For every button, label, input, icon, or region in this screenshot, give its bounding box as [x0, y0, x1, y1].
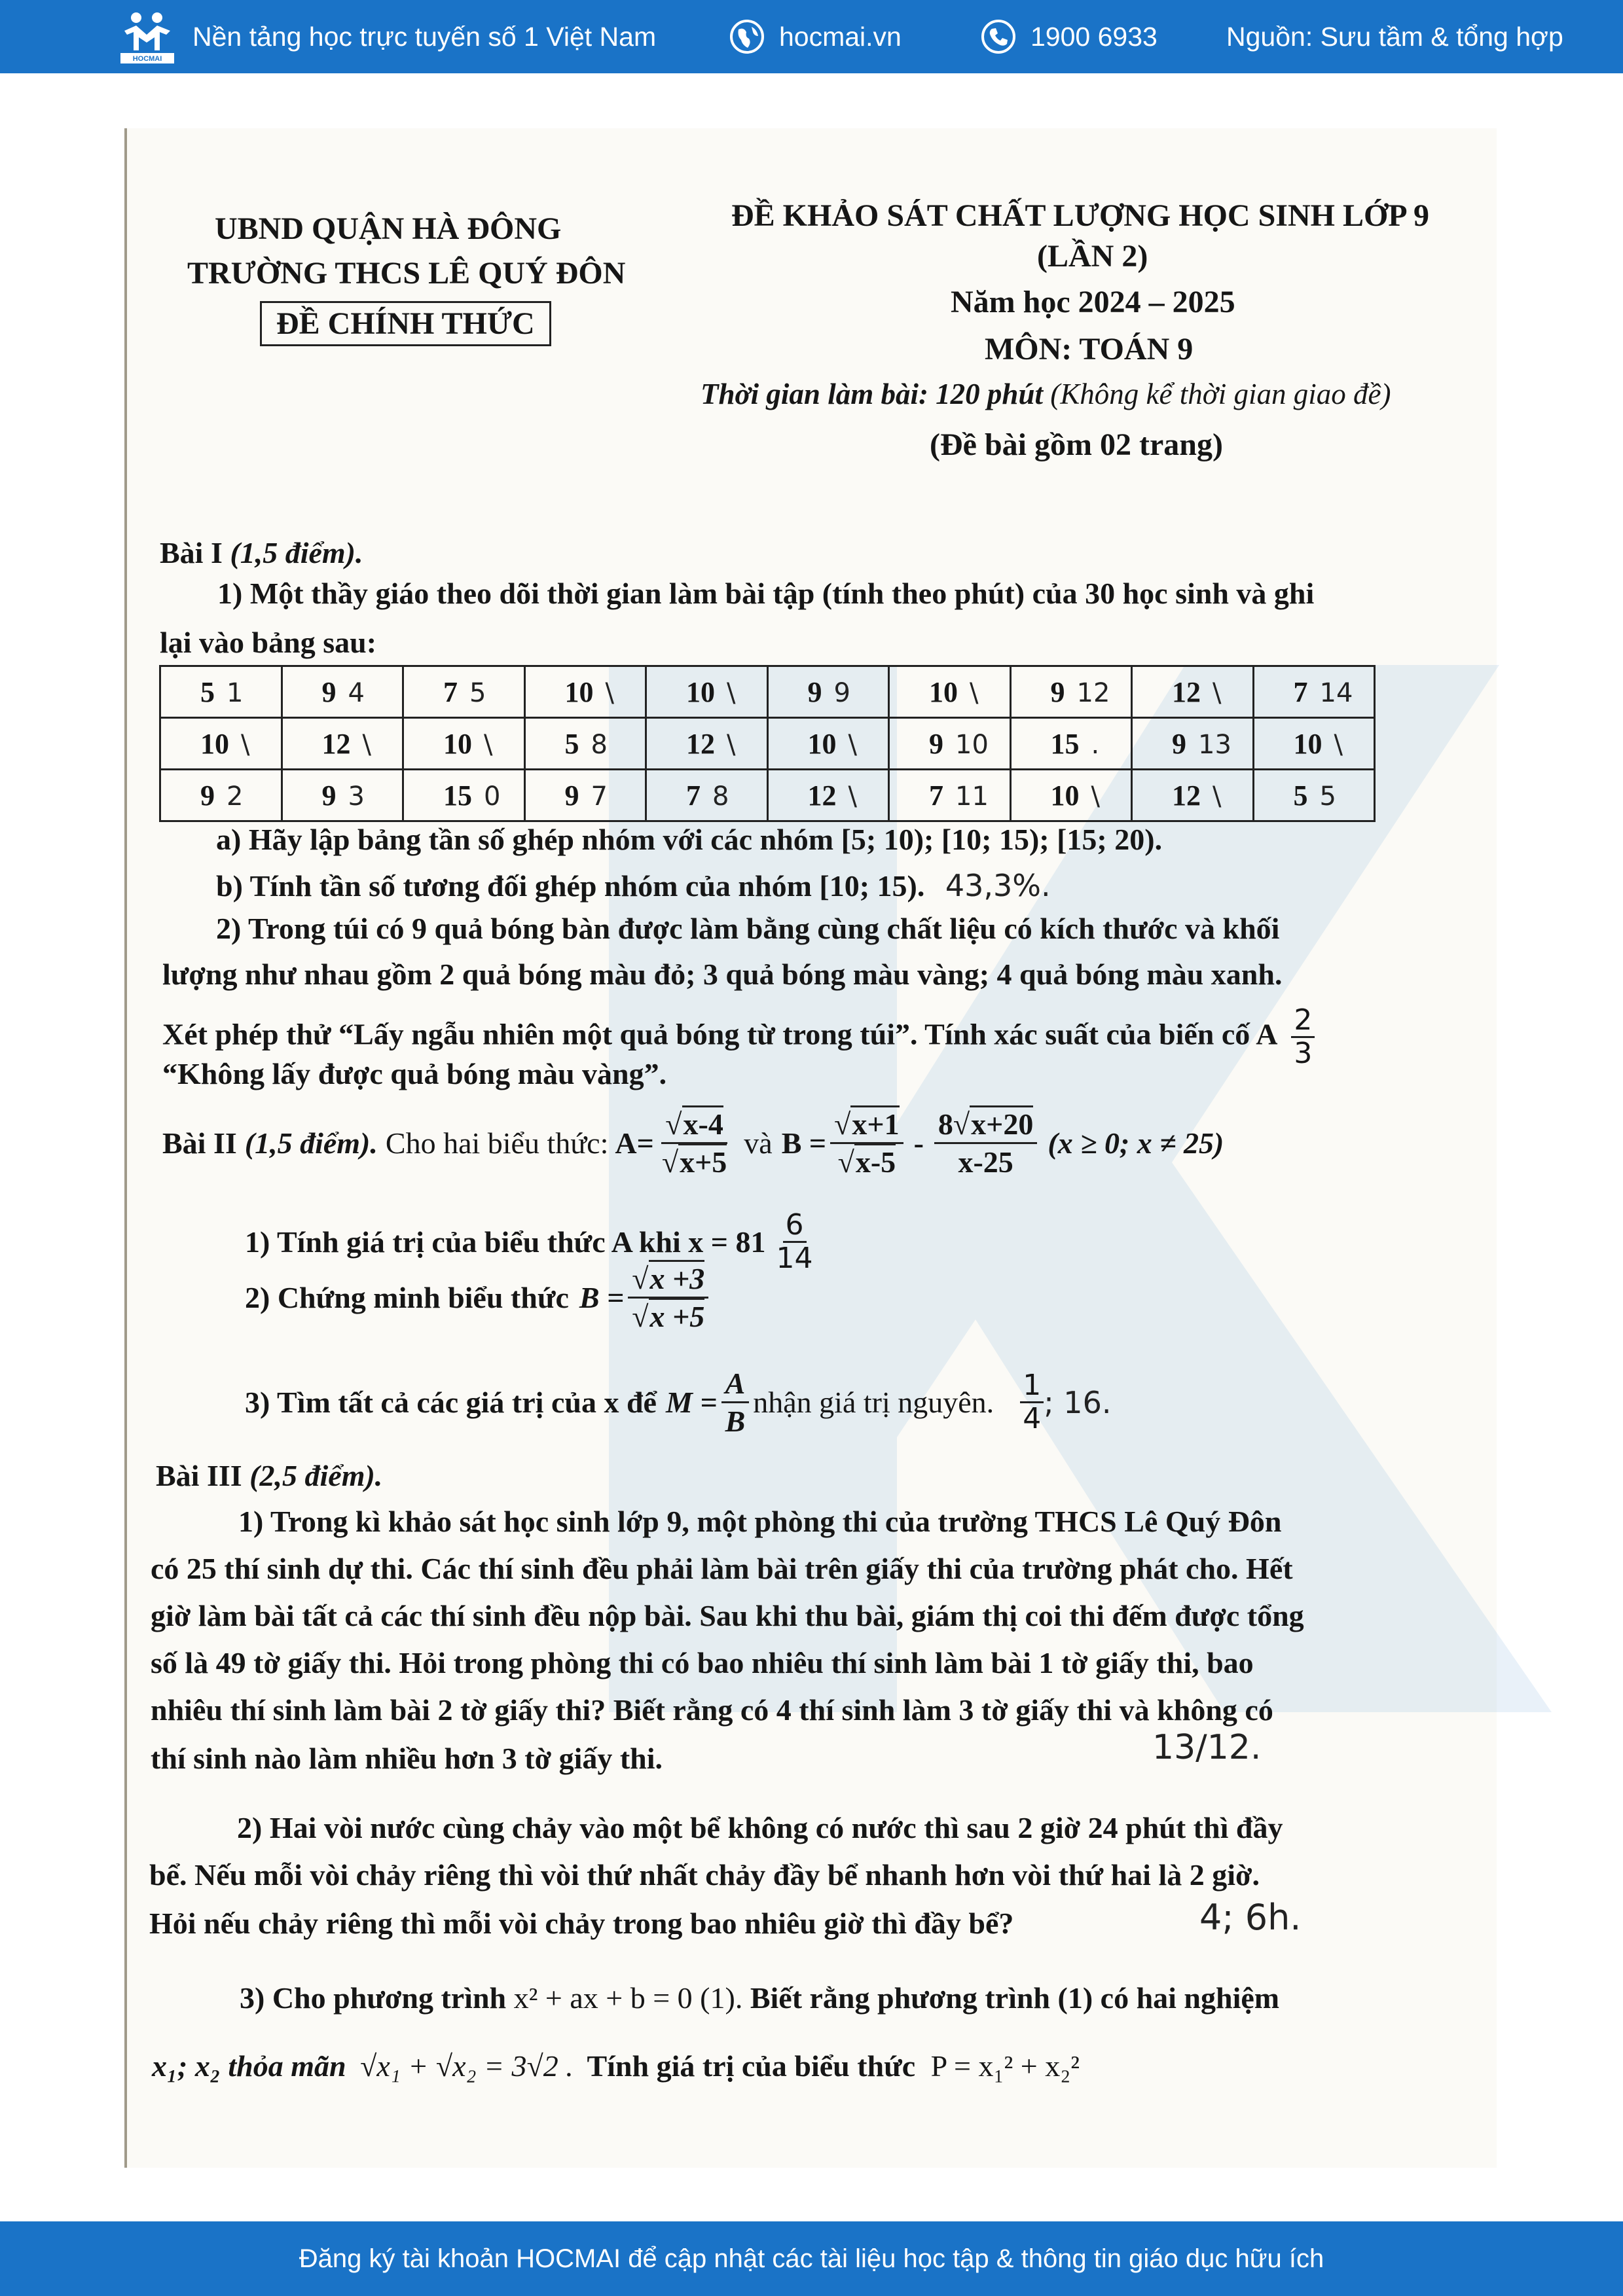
table-cell	[282, 770, 403, 821]
cell-value: 12	[321, 727, 351, 760]
cell-value: 10	[1050, 779, 1080, 812]
cell-value: 10	[807, 727, 837, 760]
time-limit: Thời gian làm bài: 120 phút (Không kể thời gian giao đề)	[701, 378, 1391, 410]
tally-mark: 11	[955, 781, 989, 812]
bai1-q2-line1: 2) Trong túi có 9 quả bóng bàn được làm bằng cùng chất liệu có kích thước và khối	[216, 912, 1280, 945]
cell-value: 10	[564, 675, 594, 708]
tally-mark: 13	[1198, 729, 1231, 760]
website-link[interactable]	[729, 0, 902, 73]
answer-note: 43,3%.	[945, 868, 1051, 903]
tally-mark: 3	[348, 781, 365, 812]
tally-mark: \	[727, 677, 736, 708]
exam-title: ĐỀ KHẢO SÁT CHẤT LƯỢNG HỌC SINH LỚP 9	[731, 198, 1429, 233]
tally-mark: \	[848, 781, 857, 812]
hotline-link[interactable]	[981, 0, 1158, 73]
table-cell	[1010, 666, 1132, 718]
cell-value: 12	[807, 779, 837, 812]
answer-note: 1 4	[1020, 1370, 1044, 1435]
tally-mark: 5	[469, 677, 486, 708]
cell-value: 7	[443, 675, 458, 708]
exam-round: (LẦN 2)	[1037, 239, 1148, 274]
source-note: Nguồn: Sưu tầm & tổng hợp	[1226, 21, 1563, 52]
answer-note: $\frac{2}{3}$	[1291, 1005, 1315, 1070]
bai2-q1: 1) Tính giá trị của biểu thức A khi x = 81 6 14	[245, 1210, 816, 1275]
bai1-qb: b) Tính tần số tương đối ghép nhóm của nhóm [10; 15). 43,3%.	[216, 868, 1051, 903]
bai1-q1-line1: 1) Một thầy giáo theo dõi thời gian làm bài tập (tính theo phút) của 30 học sinh và ghi	[217, 577, 1315, 610]
table-cell	[1253, 718, 1375, 770]
tally-mark: 5	[1319, 781, 1336, 812]
subject: MÔN: TOÁN 9	[985, 332, 1194, 367]
table-cell	[403, 666, 525, 718]
tally-mark: 4	[348, 677, 365, 708]
cell-value: 12	[1172, 675, 1201, 708]
table-row	[160, 666, 1375, 718]
table-cell	[646, 770, 768, 821]
expression-M: $\frac{A}{B}$	[721, 1365, 750, 1439]
table-row	[160, 718, 1375, 770]
cell-value: 9	[321, 779, 337, 812]
tally-mark: \	[1091, 781, 1100, 812]
table-cell	[160, 718, 282, 770]
bai3-q3-line2: x₁; x₂ thỏa mãn √x₁ + √x₂ = 3√2 . Tính giá trị của biểu thức P = x₁² + x₂²	[152, 2049, 1080, 2083]
cell-value: 5	[200, 675, 215, 708]
bai1-qa: a) Hãy lập bảng tần số ghép nhóm với các nhóm [5; 10); [10; 15); [15; 20).	[216, 823, 1163, 856]
tally-mark: 7	[591, 781, 608, 812]
website-text: hocmai.vn	[779, 21, 902, 52]
cell-value: 7	[1293, 675, 1308, 708]
hocmai-logo-icon	[119, 9, 175, 65]
cell-value: 9	[929, 727, 943, 760]
tally-mark: \	[484, 729, 493, 760]
expression-B-term2: $\frac{8√x+20}{x-25}$	[934, 1106, 1037, 1180]
svg-text:HOCMAI: HOCMAI	[132, 55, 162, 63]
cell-value: 9	[807, 675, 822, 708]
table-cell	[1010, 718, 1132, 770]
answer-note: 4; 6h.	[1199, 1897, 1302, 1938]
tally-mark: \	[1213, 677, 1222, 708]
bai3-q1-line: 1) Trong kì khảo sát học sinh lớp 9, một phòng thi của trường THCS Lê Quý Đôn	[238, 1505, 1282, 1538]
bai3-q1-line: nhiêu thí sinh làm bài 2 tờ giấy thi? Biết rằng có 4 thí sinh làm 3 tờ giấy thi và không có	[151, 1693, 1273, 1727]
tally-mark: 2	[227, 781, 244, 812]
official-stamp: ĐỀ CHÍNH THỨC	[260, 301, 551, 346]
cell-value: 5	[564, 727, 579, 760]
tally-mark: .	[1091, 729, 1100, 760]
cell-value: 9	[200, 779, 215, 812]
table-cell	[1253, 666, 1375, 718]
tally-mark: \	[241, 729, 250, 760]
cell-value: 10	[686, 675, 715, 708]
bai2-heading: Bài II (1,5 điểm). Cho hai biểu thức: A= $\frac{√x-4}{√x+5}$ và B = $\frac{√x+1}{√x-5}$ - $\frac{8√x+20}{x-25}$ (x ≥ 0; x ≠ 25)	[162, 1106, 1224, 1180]
table-cell	[1132, 718, 1254, 770]
table-cell	[1132, 666, 1254, 718]
tally-mark: 1	[227, 677, 244, 708]
cell-value: 9	[564, 779, 579, 812]
cell-value: 9	[1050, 675, 1065, 708]
tally-mark: \	[848, 729, 857, 760]
table-cell	[403, 770, 525, 821]
tally-mark: \	[605, 677, 614, 708]
tally-mark: \	[1213, 781, 1222, 812]
answer-note: 13/12.	[1152, 1728, 1262, 1767]
bai3-q2-line: 2) Hai vòi nước cùng chảy vào một bể không có nước thì sau 2 giờ 24 phút thì đầy	[237, 1811, 1283, 1844]
tally-mark: 8	[712, 781, 729, 812]
table-cell	[767, 666, 889, 718]
bai3-q3-line1: 3) Cho phương trình x² + ax + b = 0 (1). Biết rằng phương trình (1) có hai nghiệm	[240, 1981, 1280, 2015]
tally-mark: 12	[1076, 677, 1110, 708]
table-row	[160, 770, 1375, 821]
bai1-q2-line3: Xét phép thử “Lấy ngẫu nhiên một quả bóng từ trong túi”. Tính xác suất của biến cố A $\frac{2}{3}$	[162, 1005, 1315, 1070]
cell-value: 10	[1293, 727, 1322, 760]
bai3-q1-line: thí sinh nào làm nhiều hơn 3 tờ giấy thi.	[151, 1742, 663, 1775]
bai3-q1-line: có 25 thí sinh dự thi. Các thí sinh đều phải làm bài trên giấy thi của trường phát cho. Hết	[151, 1552, 1293, 1585]
bai2-q3: 3) Tìm tất cả các giá trị của x để M = $\frac{A}{B}$ nhận giá trị nguyên. 1 4 ; 16.	[245, 1365, 1111, 1439]
table-cell	[889, 666, 1011, 718]
cell-value: 12	[686, 727, 715, 760]
bai1-q2-line4: “Không lấy được quả bóng màu vàng”.	[162, 1057, 667, 1090]
table-cell	[1132, 770, 1254, 821]
answer-note: 6 14	[776, 1208, 813, 1276]
tally-mark: 10	[955, 729, 989, 760]
bai1-q2-line2: lượng như nhau gồm 2 quả bóng màu đỏ; 3 quả bóng màu vàng; 4 quả bóng màu xanh.	[162, 958, 1283, 991]
table-cell	[1010, 770, 1132, 821]
bai3-q1-line: số là 49 tờ giấy thi. Hỏi trong phòng thi có bao nhiêu thí sinh làm bài 1 tờ giấy thi, bao	[151, 1646, 1254, 1679]
table-cell	[646, 718, 768, 770]
page-count: (Đề bài gồm 02 trang)	[930, 427, 1223, 462]
cell-value: 7	[929, 779, 943, 812]
cell-value: 7	[686, 779, 701, 812]
tally-mark: 14	[1319, 677, 1353, 708]
table-cell	[1253, 770, 1375, 821]
tally-mark: \	[362, 729, 371, 760]
table-cell	[282, 718, 403, 770]
brand-slogan[interactable]	[119, 0, 656, 73]
expression-A: $\frac{√x-4}{√x+5}$	[658, 1106, 731, 1180]
cell-value: 9	[1172, 727, 1186, 760]
footer-banner[interactable]	[0, 2221, 1623, 2296]
cell-value: 15	[1050, 727, 1080, 760]
bai3-q2-line: bể. Nếu mỗi vòi chảy riêng thì vòi thứ nhất chảy đầy bể nhanh hơn vòi thứ hai là 2 giờ.	[149, 1858, 1260, 1892]
phone-icon	[981, 19, 1016, 54]
org-line-1: UBND QUẬN HÀ ĐÔNG	[215, 211, 562, 246]
table-cell	[524, 718, 646, 770]
table-cell	[646, 666, 768, 718]
cell-value: 10	[929, 675, 958, 708]
table-cell	[403, 718, 525, 770]
tally-mark: 0	[484, 781, 501, 812]
expression-B-simplified: $\frac{√x +3}{√x +5}$	[628, 1261, 708, 1335]
hotline-text: 1900 6933	[1030, 21, 1158, 52]
table-cell	[767, 718, 889, 770]
tally-mark: \	[970, 677, 979, 708]
org-line-2: TRƯỜNG THCS LÊ QUÝ ĐÔN	[187, 256, 626, 291]
bai1-q1-line2: lại vào bảng sau:	[160, 626, 377, 659]
school-year: Năm học 2024 – 2025	[951, 285, 1235, 319]
expression-B-term1: $\frac{√x+1}{√x-5}$	[830, 1106, 903, 1180]
bai2-q2: 2) Chứng minh biểu thức B = $\frac{√x +3}{√x +5}$	[245, 1261, 712, 1335]
bai3-q2-line: Hỏi nếu chảy riêng thì mỗi vòi chảy trong bao nhiêu giờ thì đầy bể?	[149, 1907, 1014, 1940]
table-cell	[767, 770, 889, 821]
cell-value: 9	[321, 675, 337, 708]
table-cell	[160, 666, 282, 718]
slogan-text: Nền tảng học trực tuyến số 1 Việt Nam	[192, 21, 657, 52]
table-cell	[160, 770, 282, 821]
bai3-q1-line: giờ làm bài tất cả các thí sinh đều nộp bài. Sau khi thu bài, giám thị coi thi đếm được tổng	[151, 1599, 1304, 1632]
table-cell	[524, 666, 646, 718]
top-banner	[0, 0, 1623, 73]
tally-mark: 8	[591, 729, 608, 760]
cell-value: 10	[200, 727, 229, 760]
table-cell	[524, 770, 646, 821]
table-cell	[889, 718, 1011, 770]
cell-value: 5	[1293, 779, 1308, 812]
tally-mark: \	[727, 729, 736, 760]
cell-value: 12	[1172, 779, 1201, 812]
footer-text: Đăng ký tài khoản HOCMAI để cập nhật các tài liệu học tập & thông tin giáo dục hữu ích	[299, 2244, 1324, 2273]
globe-icon	[729, 19, 765, 54]
cell-value: 15	[443, 779, 472, 812]
tally-mark: \	[1334, 729, 1343, 760]
time-data-table	[159, 665, 1376, 822]
tally-mark: 9	[833, 677, 850, 708]
table-cell	[889, 770, 1011, 821]
bai1-heading: Bài I (1,5 điểm).	[160, 536, 363, 569]
bai3-heading: Bài III (2,5 điểm).	[156, 1459, 383, 1492]
table-cell	[282, 666, 403, 718]
cell-value: 10	[443, 727, 472, 760]
